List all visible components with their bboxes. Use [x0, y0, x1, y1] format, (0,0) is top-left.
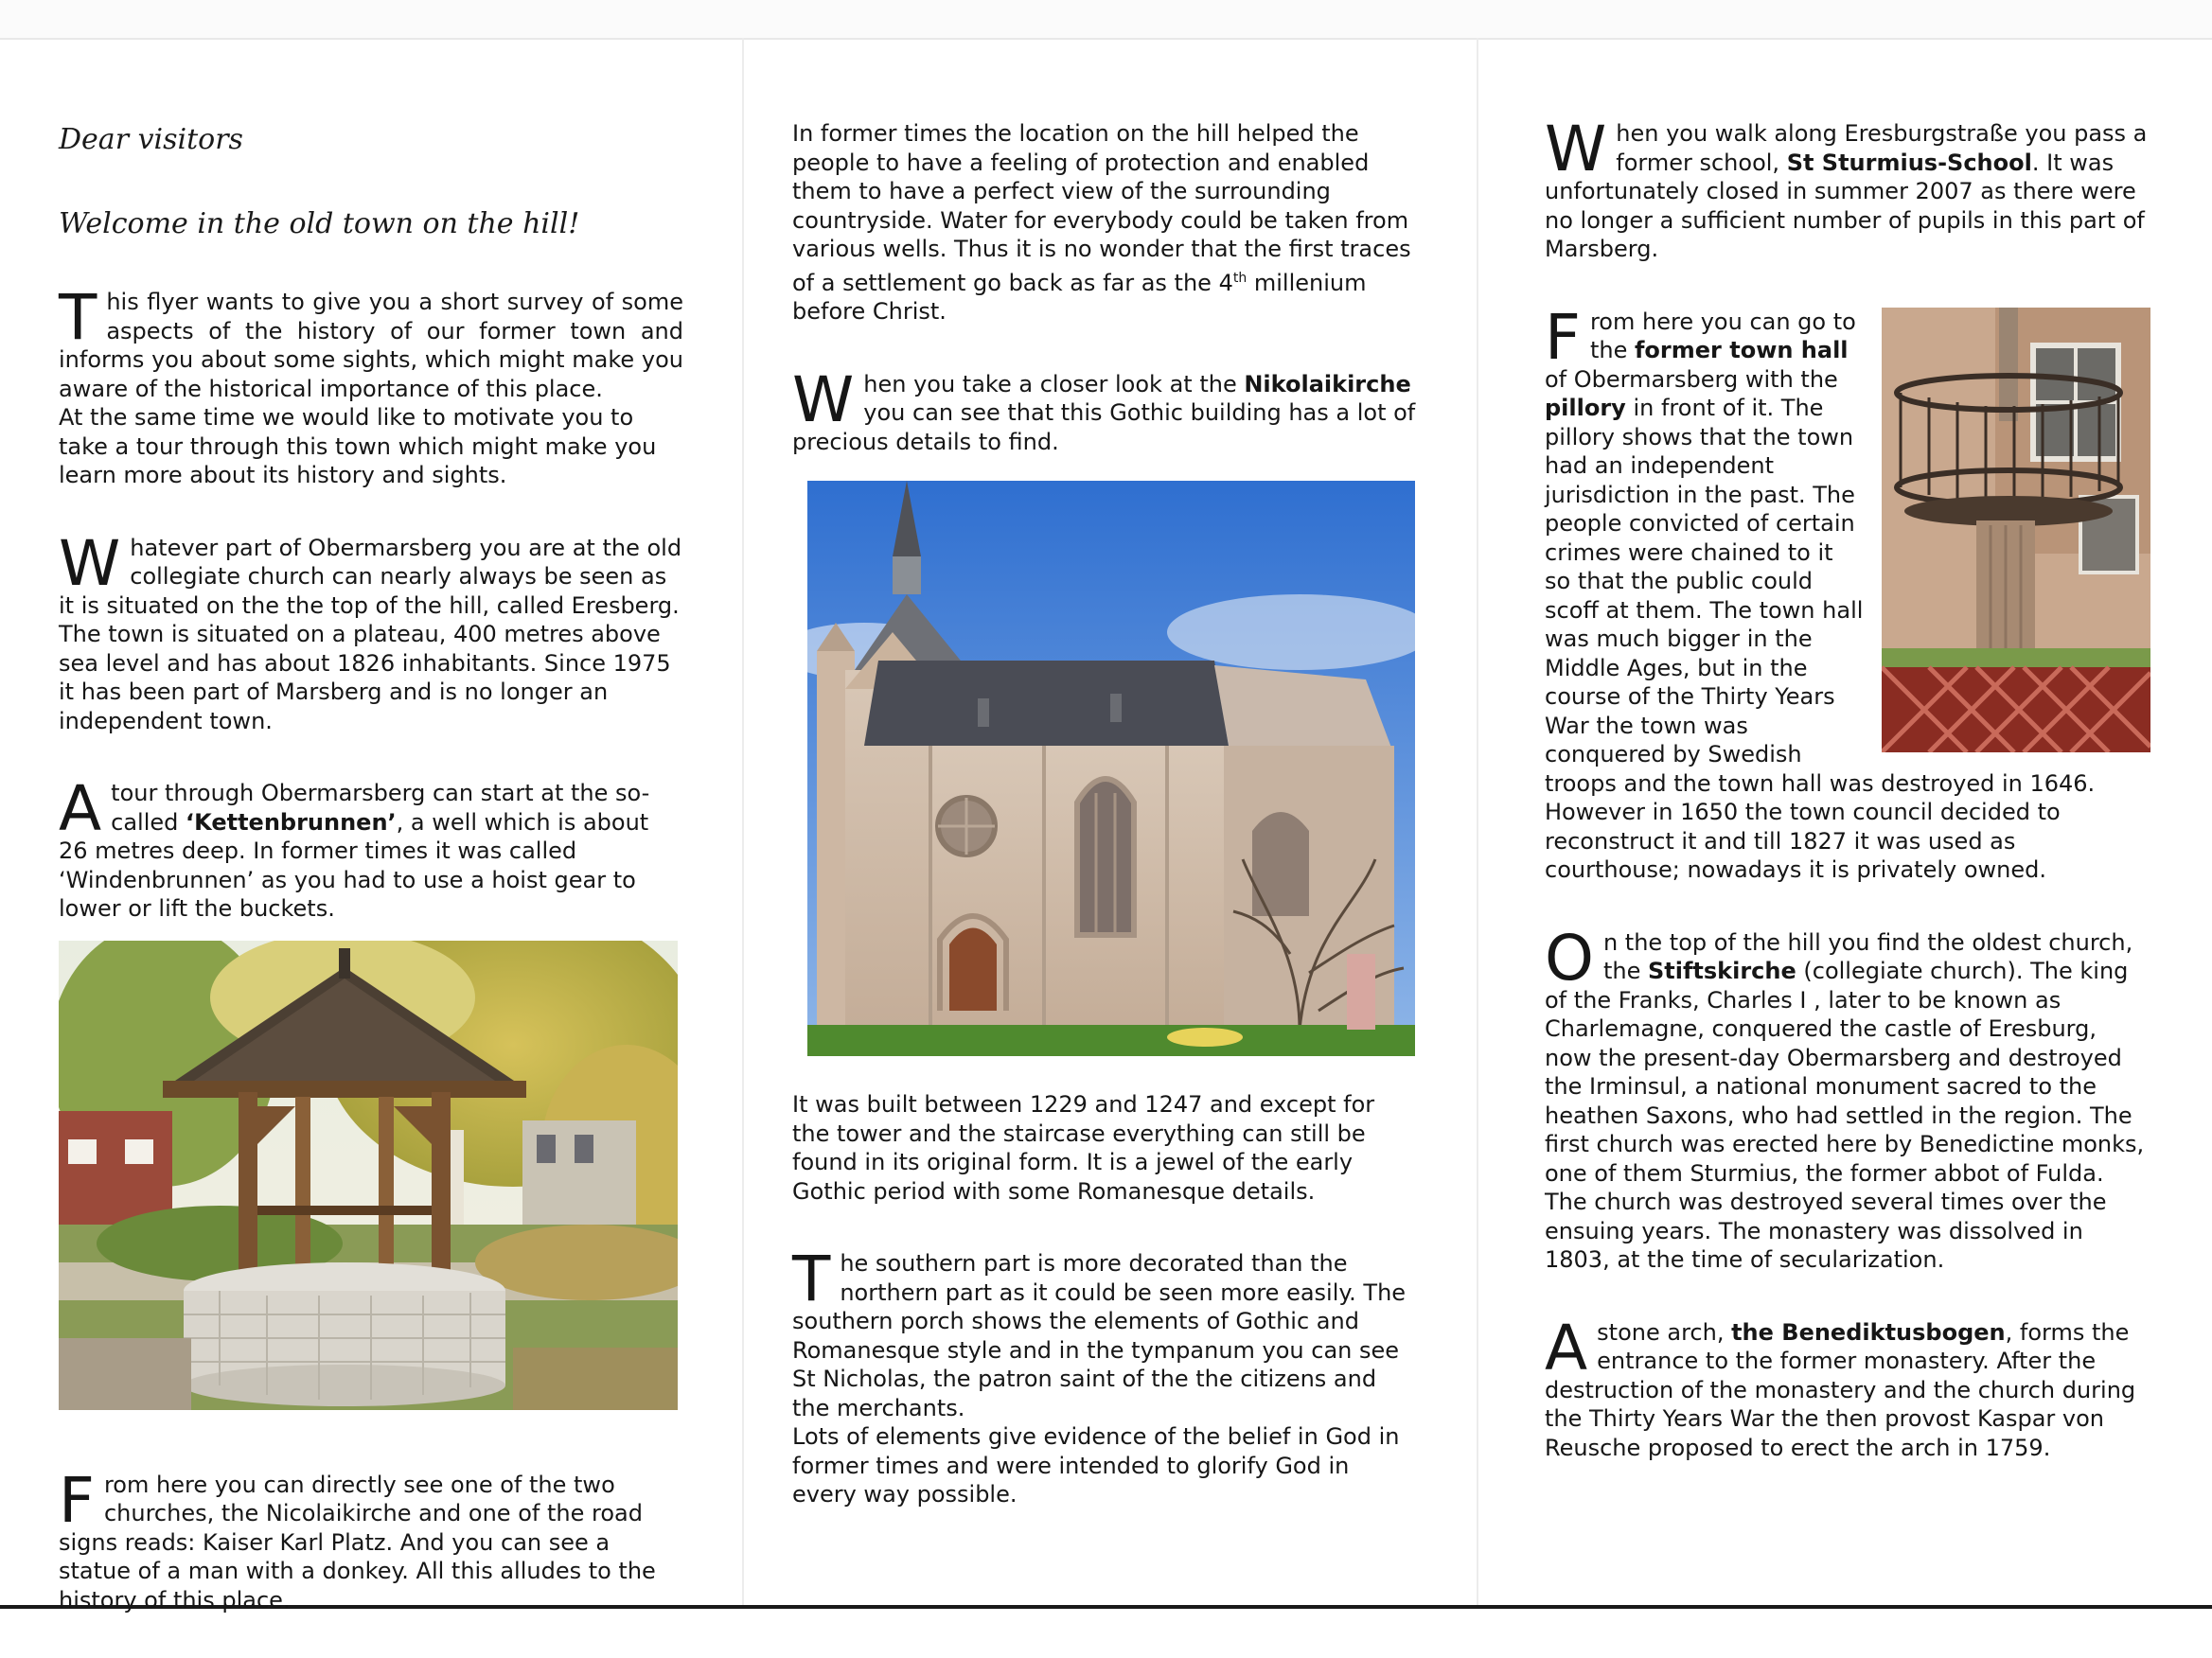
drop-cap: W [1545, 113, 1607, 185]
photo-kettenbrunnen-well [59, 941, 678, 1410]
drop-cap: W [792, 362, 855, 436]
photo-nikolaikirche [807, 481, 1415, 1056]
former-town-hall-term: former town hall [1634, 337, 1849, 363]
panel-middle [792, 114, 1417, 1553]
panel-left [59, 114, 683, 1658]
stiftskirche-term: Stiftskirche [1647, 958, 1796, 984]
paragraph-benediktusbogen: A stone arch, the Benediktusbogen, forms the entrance to the former monastery. After the destruction of the monastery and the church during the Thirty Years War the then provost Kaspar von Reusche proposed to erect the arch in 1759. [1545, 1311, 2136, 1461]
kettenbrunnen-term: ‘Kettenbrunnen’ [186, 808, 397, 836]
paragraph-built: It was built between 1229 and 1247 and except for the tower and the staircase everything can still be found in its original form. It is a jewel of the early Gothic period with some Romanesque details. [792, 1091, 1375, 1205]
paragraph-southern-part: The southern part is more decorated than the northern part as it could be seen more easily. The southern porch shows the elements of Gothic and Romanesque style and in the tympanum you can see St Nicholas, the patron saint of the the citizens and the merchants. [792, 1243, 1407, 1421]
paragraph-location: In former times the location on the hill helped the people to have a feeling of protection and enabled them to have a perfect view of the surrounding countryside. Water for everybody could be taken from various wells. Thus it is no wonder that the first traces of a settlement go back as far as the 4th millenium before Christ. [792, 120, 1411, 325]
fold-line-right [1477, 38, 1478, 1609]
paragraph-stiftskirche: On the top of the hill you find the oldest church, the Stiftskirche (collegiate church). The king of the Franks, Charles I , later to be known as Charlemagne, conquered the castle of Eresburg, now the present-day Obermarsberg and destroyed the Irminsul, a national monument sacred to the heathen Saxons, who had settled in the region. The first church was erected here by Benedictine monks, one of them Sturmius, the former abbot of Fulda. The church was destroyed several times over the ensuing years. The monastery was dissolved in 1803, at the time of secularization. [1545, 921, 2145, 1273]
paragraph-town-hall: F rom here you can go to the former town hall of Obermarsberg with the pillory in front of it. The pillory shows that the town had an independent jurisdiction in the past. The people convicted of certain crimes were chained to it so that the public could scoff at them. The town hall was much bigger in the Middle Ages, but in the course of the Thirty Years War the town was conquered by Swedish troops and the town hall was destroyed in 1646. However in 1650 the town council decided to reconstruct it and till 1827 it was used as courthouse; nowadays it is privately owned. [1545, 308, 2150, 885]
drop-cap: A [59, 772, 102, 845]
drop-cap: O [1545, 921, 1594, 995]
drop-cap: F [59, 1463, 95, 1537]
paragraph-nicolaikirche-view: From here you can directly see one of the two churches, the Nicolaikirche and one of the road signs reads: Kaiser Karl Platz. And you can see a statue of a man with a donkey. All this alludes to the history of this place. [59, 1463, 656, 1614]
paragraph-belief: Lots of elements give evidence of the belief in God in former times and were intended to glorify God in every way possible. [792, 1423, 1400, 1508]
panel-right [1545, 114, 2150, 1506]
drop-cap: W [59, 526, 121, 600]
scan-top-edge [0, 0, 2212, 40]
paragraph-eresberg: Whatever part of Obermarsberg you are at the old collegiate church can nearly always be seen as it is situated on the the top of the hill, called Eresberg. The town is situated on a plateau, 400 metres above sea level and has about 1826 inhabitants. Since 1975 it has been part of Marsberg and is no longer an independent town. [59, 526, 682, 734]
photo-pillory [1882, 308, 2150, 752]
intro-paragraph: This flyer wants to give you a short survey of some aspects of the history of our former town and informs you about some sights, which might make you aware of the historical importance of this place. [59, 281, 683, 402]
drop-cap: A [1545, 1311, 1588, 1385]
drop-cap: T [792, 1243, 831, 1315]
drop-cap: F [1545, 300, 1581, 374]
paragraph-nikolaikirche: When you take a closer look at the Nikolaikirche you can see that this Gothic building has a lot of precious details to find. [792, 362, 1416, 455]
benediktusbogen-term: the Benediktusbogen [1731, 1318, 2006, 1346]
drop-cap: T [59, 281, 97, 354]
pillory-term: pillory [1545, 395, 1626, 421]
paragraph-kettenbrunnen: A tour through Obermarsberg can start at the so-called ‘Kettenbrunnen’, a well which is about 26 metres deep. In former times it was called ‘Windenbrunnen’ as you had to use a hoist gear to lower or lift the buckets. [59, 772, 650, 922]
paragraph-sturmius-school: When you walk along Eresburgstraße you pass a former school, St Sturmius-School. It was unfortunately closed in summer 2007 as there were no longer a sufficient number of pupils in this part of Marsberg. [1545, 113, 2148, 262]
greeting: Dear visitors [59, 123, 243, 156]
sturmius-school-term: St Sturmius-School [1786, 149, 2032, 176]
fold-line-left [742, 38, 744, 1609]
nikolaikirche-term: Nikolaikirche [1244, 370, 1411, 397]
intro-paragraph-2: At the same time we would like to motivate you to take a tour through this town which might make you learn more about its history and sights. [59, 404, 657, 488]
welcome-heading: Welcome in the old town on the hill! [59, 207, 580, 240]
